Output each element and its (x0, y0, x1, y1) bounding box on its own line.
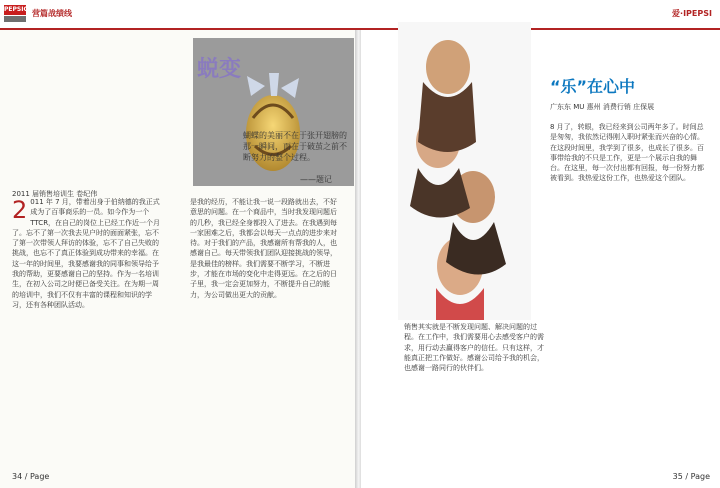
left-byline: 2011 届销售培训生 卷纪伟 (12, 190, 98, 198)
left-column-2-text: 是我的经历，不能让我一说一段路就出去，不好意思的问题。在一个商品中，当时我发现问题后的几秒，我已经全身都投入了进去。在我遇到每一家困难之后，我都会以每天一点点的进步来对待。对于我们的产品，我感谢所有帮我的人，也感谢自己。每天带领我们团队迎接挑战的领导，是我最佳的榜样。我们需要不断学习，不断进步，才能在市场的变化中走得更远。在之后的日子里，我一定会更加努力，不断提升自己的能力，为公司做出更大的贡献。 (190, 198, 337, 299)
page-number-left: 34 / Page (12, 472, 50, 481)
right-bottom-text: 销售其实就是不断发现问题、解决问题的过程。在工作中，我们需要用心去感受客户的需求，用行动去赢得客户的信任。只有这样，才能真正把工作做好。感谢公司给予我的机会，也感谢一路同行的伙伴们。 (404, 323, 544, 373)
people-photo (398, 22, 531, 320)
page-gutter (355, 0, 361, 488)
article-title: 蜕变 (197, 56, 242, 82)
logo-bar (4, 16, 26, 22)
right-byline: 广东东 MU 惠州 消费行销 庄保展 (550, 103, 655, 111)
pepsico-logo: PEPSICO (4, 6, 33, 13)
left-column-1 (12, 197, 162, 310)
dropcap-2: 2 (12, 196, 28, 224)
right-main-text: 8 月了，转眼，我已经来到公司两年多了。时间总是匆匆，我依然记得刚入职时紧张而兴奋的心情。在这段时间里，我学到了很多，也成长了很多。百事带给我的不只是工作，更是一个展示自我的舞台。在这里，每一次付出都有回报，每一份努力都被看到。我热爱这份工作，也热爱这个团队。 (550, 123, 704, 183)
quote-text: 蝴蝶的美丽不在于张开翅膀的那一瞬间，而在于破茧之前不断努力的整个过程。 (243, 131, 347, 163)
left-column-1-text: 011 年 7 月，带着出身于伯纳德的我正式成为了百事商乐的一员。如今作为一个 TTCR，在自己的岗位上已经工作近一个月了。忘不了第一次我去见户时的面面紧张，忘不了第一次带领人拜访的体验，忘不了自己失败的挑战，也忘不了真正体验到成功带来的幸福。在这一年的时间里，我要感谢我的同事和领导给予我的帮助，更要感谢自己的坚持。作为一名培训生，在初入公司之时便已备受关注。在为期一周的培训中，我们不仅有丰富的课程和知识的学习，还有各种团队活动。 (12, 198, 161, 309)
header-bar (0, 0, 720, 30)
group-photo (398, 22, 531, 320)
quote-author: ——题记 (300, 175, 332, 184)
page-number-right: 35 / Page (672, 472, 710, 481)
column-label: 营篇战绩线 (32, 9, 72, 18)
right-title: “乐”在心中 (550, 77, 636, 96)
left-column-2 (190, 197, 340, 300)
brand-label: 爱·IPEPSI (672, 9, 712, 18)
